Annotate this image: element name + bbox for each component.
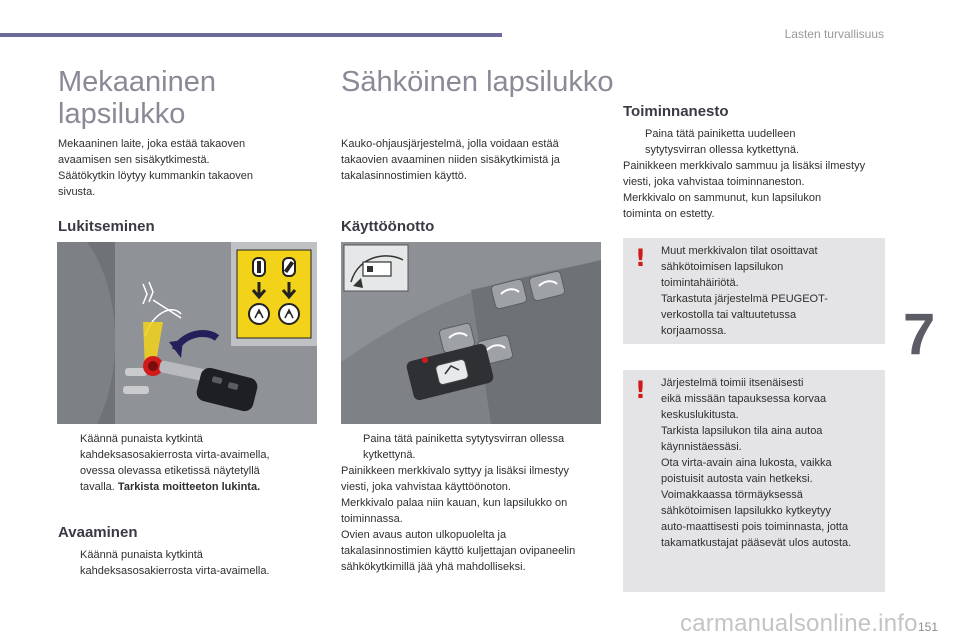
- safety-warning-box: [623, 370, 885, 592]
- locking-instruction: Käännä punaista kytkintä kahdeksasosakierrosta virta-avaimella, ovessa olevassa etiketissä näytetyllä tavalla. Tarkista moitteeton lukinta.: [80, 433, 270, 493]
- warning-icon: !: [635, 244, 646, 272]
- electric-lock-title: Sähköinen lapsilukko: [341, 66, 614, 98]
- unlocking-heading: Avaaminen: [58, 524, 138, 541]
- door-panel-switch-photo: [341, 242, 601, 424]
- locking-heading: Lukitseminen: [58, 218, 155, 235]
- deactivation-instruction: Paina tätä painiketta uudelleen sytytysvirran ollessa kytkettynä.: [645, 128, 800, 156]
- activation-description: Painikkeen merkkivalo syttyy ja lisäksi ilmestyy viesti, joka vahvistaa käyttöönoton. Merkkivalo palaa niin kauan, kun lapsilukko on toiminnassa. Ovien avaus auton ulkopuolelta ja takalasinnostimien käyttö kuljettajan ovipaneelin sähkökytkimillä jää yhä mahdolliseksi.: [341, 465, 576, 573]
- mechanical-lock-photo: [57, 242, 317, 424]
- unlocking-instruction: Käännä punaista kytkintä kahdeksasosakierrosta virta-avaimella.: [80, 549, 270, 577]
- malfunction-warning-text: Muut merkkivalon tilat osoittavat sähkötoimisen lapsilukon toimintahäiriötä. Tarkastuta järjestelmä PEUGEOT- verkostolla tai valtuutetussa korjaamossa.: [661, 245, 828, 337]
- deactivation-description: Painikkeen merkkivalo sammuu ja lisäksi ilmestyy viesti, joka vahvistaa toiminnaneston. Merkkivalo on sammunut, kun lapsilukon toiminta on estetty.: [623, 160, 866, 220]
- malfunction-warning-box: [623, 238, 885, 344]
- activation-instruction: Paina tätä painiketta sytytysvirran ollessa kytkettynä.: [363, 433, 565, 461]
- warning-icon: !: [635, 376, 646, 404]
- mechanical-lock-intro: Mekaaninen laite, joka estää takaoven avaamisen sen sisäkytkimestä. Säätökytkin löytyy kummankin takaoven sivusta.: [58, 138, 254, 198]
- section-title: Lasten turvallisuus: [784, 27, 884, 41]
- safety-warning-text: Järjestelmä toimii itsenäisesti eikä missään tapauksessa korvaa keskuslukitusta. Tarkista lapsilukon tila aina autoa käynnistäessäsi. Ota virta-avain aina lukosta, vaikka poistuisit autosta vain hetkeksi. Voimakkaassa törmäyksessä sähkötoimisen lapsilukko kytkeytyy auto-maattisesti pois toiminnasta, jotta takamatkustajat pääsevät ulos autosta.: [661, 377, 852, 549]
- chapter-number: 7: [903, 302, 936, 367]
- electric-lock-intro: Kauko-ohjausjärjestelmä, jolla voidaan estää takaovien avaaminen niiden sisäkytkimistä ja takalasinnostimien käyttö.: [341, 138, 560, 182]
- activation-heading: Käyttöönotto: [341, 218, 435, 235]
- mechanical-lock-title: Mekaaninen lapsilukko: [58, 66, 216, 130]
- deactivation-heading: Toiminnanesto: [623, 103, 729, 120]
- watermark: carmanualsonline.info: [680, 610, 918, 637]
- page-number: 151: [917, 620, 938, 634]
- header-accent-bar: [0, 33, 502, 37]
